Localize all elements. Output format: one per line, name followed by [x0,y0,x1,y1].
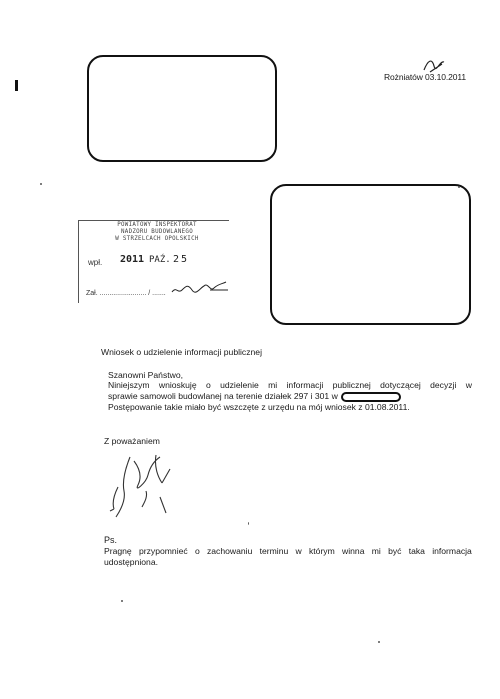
letter-body-line-3: Postępowanie takie miało być wszczęte z urzędu na mój wniosek z 01.08.2011. [108,402,410,412]
letter-closing: Z poważaniem [104,436,160,446]
stamp-year: 2011 [120,254,145,265]
body-word: udzielenie [220,380,259,390]
redacted-sender-address [87,55,277,162]
scan-margin-mark [15,80,18,91]
ps-word: zachowaniu [206,546,253,556]
letter-subject: Wniosek o udzielenie informacji publicznej [101,347,262,357]
letter-body-line-1 [108,380,472,390]
handwritten-signature [100,447,185,533]
scan-speck [248,522,249,525]
body-text: sprawie samowoli budowlanej na terenie działek 297 i 301 w [108,391,338,401]
ps-word: o [194,546,200,556]
ps-word: mi [371,546,381,556]
redacted-recipient-address [270,184,471,325]
letter-greeting: Szanowni Państwo, [108,370,183,380]
scan-speck [40,183,42,185]
ps-word: informacja [432,546,472,556]
ps-word: taka [408,546,425,556]
ps-word: Pragnę [104,546,132,556]
postscript-line-1 [104,546,472,556]
stamp-line: NADZORU BUDOWLANEGO [120,229,193,235]
postscript-label: Ps. [104,535,118,545]
postscript-line-2: udostępniona. [104,557,158,567]
ps-word: którym [308,546,335,556]
ps-word: być [388,546,402,556]
stamp-received-label: wpł. [88,258,103,267]
redacted-location [341,392,401,402]
letter-body-line-2 [108,391,401,402]
ps-word: w [295,546,302,556]
body-word: wnioskuję [158,380,197,390]
ps-word: winna [342,546,365,556]
body-word: mi [268,380,278,390]
body-word: Niniejszym [108,380,150,390]
body-word: informacji [286,380,324,390]
body-word: w [465,380,472,390]
stamp-line: W STRZELCACH OPOLSKICH [115,236,199,242]
body-word: dotyczącej [380,380,421,390]
scan-speck [121,600,123,602]
body-word: o [205,380,211,390]
received-stamp [78,220,231,304]
stamp-office-name [86,222,228,243]
stamp-line: POWIATOWY INSPEKTORAT [117,222,197,228]
stamp-month: PAŹ. [149,255,171,265]
ps-word: terminu [259,546,289,556]
place-and-date: Rożniatów 03.10.2011 [384,72,466,82]
ps-word: przypomnieć [138,546,188,556]
body-word: decyzji [430,380,457,390]
stamp-attachment-label: Zał. ........................ / ....... [86,290,166,297]
stamp-day: 25 [173,254,190,265]
stamp-handwritten-signature [170,278,232,298]
scan-speck [458,186,460,188]
scan-speck [378,641,380,643]
body-word: publicznej [332,380,371,390]
